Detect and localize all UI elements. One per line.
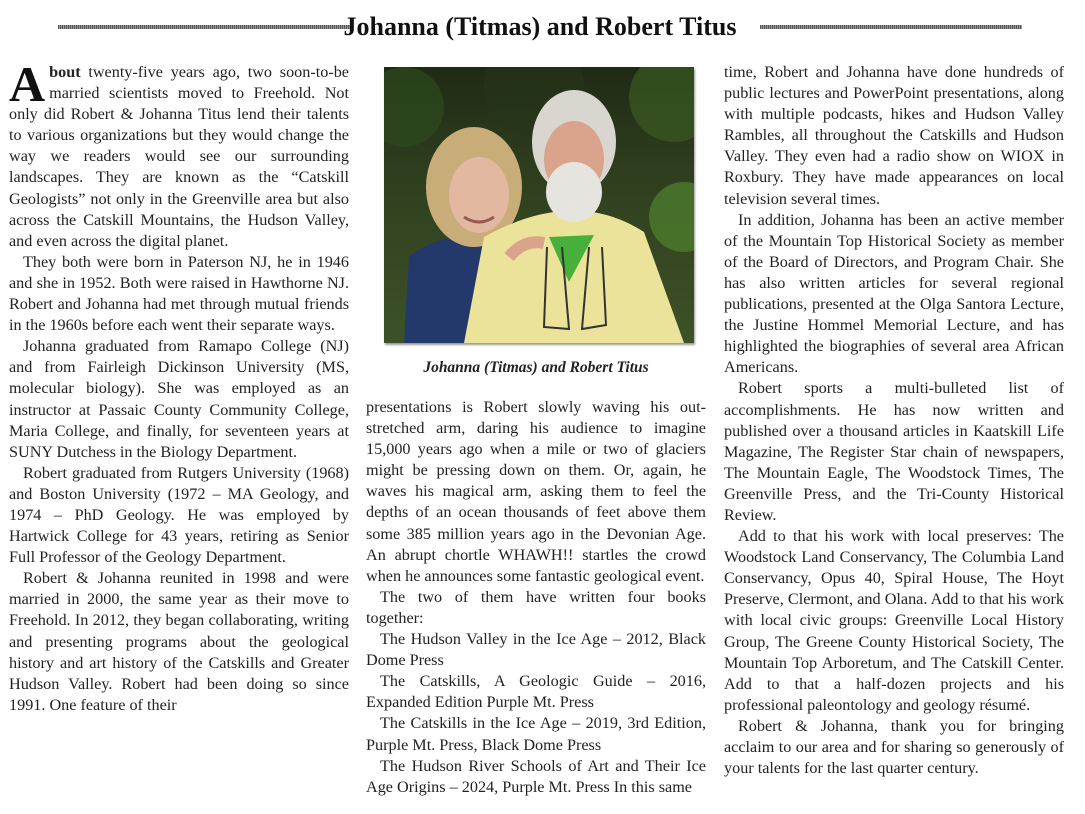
paragraph-text: twenty-five years ago, two soon-to-be married scientists moved to Freehold. Not only did Robert & Johanna Titus lend their talents to various organizations but they would change the way we readers would see our surrounding landscapes. They are known as the “Catskill Geologists” not only in the Greenville area but also across the Catskill Mountains, the Hudson Valley, and even across the digital planet. xyxy=(9,63,349,250)
column-3 xyxy=(724,62,1064,779)
paragraph: Robert graduated from Rutgers University (1968) and Boston University (1972 – MA Geology, and 1974 – PhD Geology. He was employed by Hartwick College for 43 years, retiring as Senior Full Professor of the Geology Department. xyxy=(9,463,349,567)
column-1 xyxy=(9,56,349,716)
book-item: The Hudson Valley in the Ice Age – 2012, Black Dome Press xyxy=(366,630,706,670)
paragraph: Add to that his work with local preserves: The Woodstock Land Conservancy, The Columbia Land Conservancy, Opus 40, Spiral House, The Hoyt Preserve, Clermont, and Olana. Add to that his work with local civic groups: Greenville Local History Group, The Greene County Historical Society, The Mountain Top Arboretum, and The Catskill Center. Add to that a half-dozen projects and his professional paleontology and geology résumé. xyxy=(724,527,1064,714)
book-item: The Catskills in the Ice Age – 2019, 3rd Edition, Purple Mt. Press, Black Dome Press xyxy=(366,714,706,754)
photo-caption: Johanna (Titmas) and Robert Titus xyxy=(423,359,649,376)
paragraph: Robert sports a multi-bulleted list of accomplishments. He has now written and published over a thousand articles in Kaatskill Life Magazine, The Register Star chain of newspapers, The Mountain Eagle, The Woodstock Times, The Greenville Press, and the Tri-County Historical Review. xyxy=(724,379,1064,524)
paragraph: The two of them have written four books together: xyxy=(366,587,706,627)
paragraph xyxy=(9,56,349,252)
book-item: The Hudson River Schools of Art and Their Ice Age Origins – 2024, Purple Mt. Press In this same xyxy=(366,756,706,796)
paragraph: Robert & Johanna reunited in 1998 and were married in 2000, the same year as their move to Freehold. In 2012, they began collaborating, writing and presenting programs about the geological history and art history of the Catskills and Greater Hudson Valley. Robert had been doing so since 1991. One feature of their xyxy=(9,569,349,714)
column-2 xyxy=(366,397,706,798)
paragraph: In addition, Johanna has been an active member of the Mountain Top Historical Society as member of the Board of Directors, and Program Chair. She has also written articles for several regional publications, presented at the Olga Santora Lecture, the Justine Hommel Memorial Lecture, and has highlighted the biographies of several area African Americans. xyxy=(724,210,1064,377)
book-item: The Catskills, A Geologic Guide – 2016, Expanded Edition Purple Mt. Press xyxy=(366,672,706,712)
article-header xyxy=(0,12,1085,46)
decorative-rule-right xyxy=(760,25,1022,29)
article-title: Johanna (Titmas) and Robert Titus xyxy=(343,12,737,41)
photo-illustration xyxy=(384,67,694,343)
decorative-rule-left xyxy=(58,25,350,29)
portrait-photo xyxy=(384,67,694,343)
paragraph: They both were born in Paterson NJ, he in 1946 and she in 1952. Both were raised in Hawthorne NJ. Robert and Johanna had met through mutual friends in the 1960s before each went their separate ways. xyxy=(9,252,349,335)
paragraph: time, Robert and Johanna have done hundreds of public lectures and PowerPoint presentations, along with multiple podcasts, hikes and Hudson Valley Rambles, all throughout the Catskills and Hudson Valley. They even had a radio show on WIOX in Roxbury. They have made appearances on local television several times. xyxy=(724,63,1064,208)
paragraph: Robert & Johanna, thank you for bringing acclaim to our area and for sharing so generously of your talents for the last quarter century. xyxy=(724,716,1064,778)
lead-word: bout xyxy=(49,63,81,81)
paragraph: presentations is Robert slowly waving his out-stretched arm, daring his audience to imagine 15,000 years ago when a mile or two of glaciers might be pressing down on them. Or, again, he waves his magical arm, asking them to feel the depths of an ocean thousands of feet above them some 385 million years ago in the Devonian Age. An abrupt chortle WHAWH!! startles the crowd when he announces some fantastic geological event. xyxy=(366,398,706,585)
drop-cap: A xyxy=(9,56,46,112)
paragraph: Johanna graduated from Ramapo College (NJ) and from Fairleigh Dickinson University (MS, molecular biology). She was employed as an instructor at Passaic County Community College, Maria College, and finally, for seventeen years at SUNY Dutchess in the Biology Department. xyxy=(9,337,349,461)
